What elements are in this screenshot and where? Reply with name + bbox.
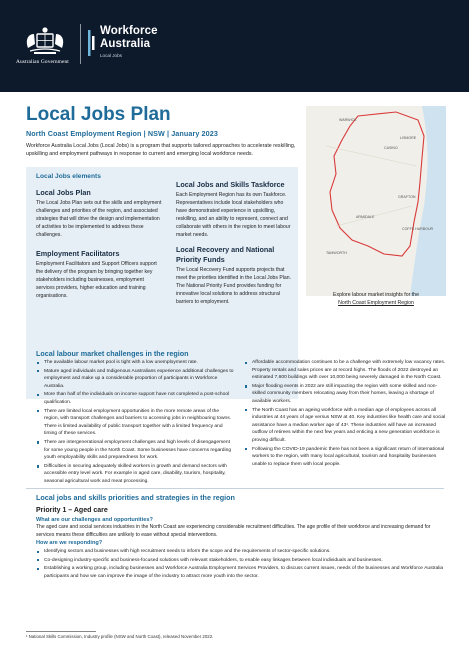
map-caption — [306, 292, 446, 307]
challenges-heading: Local labour market challenges in the region — [36, 349, 189, 358]
page-header — [0, 0, 469, 92]
recovery-title-line1: Local Recovery and National — [176, 245, 275, 254]
map-label-coffs-harbour: COFFS HARBOUR — [402, 227, 434, 231]
intro-paragraph: Workforce Australia Local Jobs (Local Jobs) is a program that supports tailored approaches to accelerate reskilling, upskilling and employment pathways in response to current and emerging local workforce needs. — [26, 143, 296, 158]
challenge-item: Affordable accommodation continues to be a challenge with extremely low vacancy rates. Property rentals and sales prices are at record highs. The floods of 2022 destroyed an estimated 7,600 buildings with over 10,000 being severely damaged in the North Coast. — [244, 359, 448, 382]
map-label-warwick: WARWICK — [339, 118, 357, 122]
response-item: Co-designing industry-specific and business-focused solutions with relevant stakeholders, to enable easy linkages between local individuals and businesses. — [36, 557, 448, 565]
challenge-item: Difficulties in securing adequately skilled workers in growth and demand sectors with accessible entry level work. For example in aged care, disability, tourism, hospitality, seasonal agricultural work and meat processing. — [36, 463, 234, 486]
challenge-item: More than half of the individuals on income support have not completed a post-school qualification. — [36, 391, 234, 406]
elements-heading: Local Jobs elements — [36, 173, 101, 180]
local-jobs-plan-title: Local Jobs Plan — [36, 188, 91, 197]
challenge-item: The available labour market pool is tight with a low unemployment rate. — [36, 359, 234, 367]
challenge-item: There are intergenerational employment challenges and high levels of disengagement for some young people in the North Coast. Some businesses have concerns regarding youth employability skills and preparedness for work. — [36, 439, 234, 462]
region-map — [306, 106, 446, 296]
page-subtitle: North Coast Employment Region | NSW | January 2023 — [26, 129, 218, 138]
map-label-casino: CASINO — [384, 146, 398, 150]
response-item: Establishing a working group, including businesses and Workforce Australia Employment Services Providers, to discuss current issues, needs of the businesses and Workforce Australia participants and how we can improve the image of the industry to attract more youth into the sector. — [36, 565, 448, 580]
challenges-list-left — [36, 359, 234, 487]
challenge-item: Mature aged individuals and Indigenous Australians experience additional challenges to employment and make up a considerable proportion of participants in Workforce Australia. — [36, 368, 234, 391]
brand-tagline: Local Jobs — [100, 53, 122, 58]
government-name: Australian Government — [16, 59, 69, 65]
challenge-item: There are limited local employment opportunities in the more remote areas of the region, with transport challenges and barriers to accessing jobs in neighbouring towns. There is limited availability of public transport together with a limited frequency and timing of these services. — [36, 408, 234, 438]
local-jobs-plan-text: The Local Jobs Plan sets out the skills and employment challenges and priorities of the region, and associated strategies that will drive the design and implementation of activities to be implemented to address these challenges. — [36, 200, 162, 238]
challenge-item: Major flooding events in 2022 are still impacting the region with some skilled and non-skilled community members relocating away from their homes, leaving a shortage of available workers. — [244, 383, 448, 406]
challenges-question: What are our challenges and opportunities? — [36, 517, 153, 523]
map-label-grafton: GRAFTON — [398, 195, 416, 199]
priorities-heading: Local jobs and skills priorities and strategies in the region — [36, 493, 235, 502]
map-label-lismore: LISMORE — [400, 136, 417, 140]
section-divider — [26, 488, 444, 489]
priority-title: Priority 1 – Aged care — [36, 507, 108, 514]
challenges-answer: The aged care and social services industries in the North Coast are experiencing considerable recruitment difficulties. The age profile of their workforce and increasing demand for services means these difficulties are unlikely to ease without special interventions. — [36, 524, 431, 538]
facilitators-title: Employment Facilitators — [36, 249, 120, 258]
recovery-title-line2: Priority Funds — [176, 255, 225, 264]
challenges-list-right — [244, 359, 448, 469]
page-title: Local Jobs Plan — [26, 104, 171, 125]
footnote-rule — [26, 631, 96, 632]
workforce-australia-logo-icon — [88, 28, 96, 58]
challenge-item: Following the COVID-19 pandemic there has not been a significant return of international workers to the region, with many local agricultural, tourism and hospitality businesses unable to replace them with local people. — [244, 446, 448, 469]
taskforce-text: Each Employment Region has its own Taskforce. Representatives include local stakeholders who have demonstrated experience in upskilling, reskilling, and an ability to represent, connect and collaborate with others in the region to meet labour market needs. — [176, 192, 291, 238]
brand-name-line1: Workforce — [100, 25, 158, 37]
brand-name-line2: Australia — [100, 38, 151, 50]
response-question: How are we responding? — [36, 540, 103, 546]
taskforce-title: Local Jobs and Skills Taskforce — [176, 180, 285, 189]
challenge-item: The North Coast has an ageing workforce with a median age of employees across all industries at 44 years of age versus NSW at 40. Key industries like health care and social assistance have a median worker age of 43¹. These industries will have an increased outflow of retirees within the next few years and enticing a new generation workforce is proving difficult. — [244, 407, 448, 445]
footnote: ¹ National Skills Commission, Industry profile (NSW and North Coast), released November 2022. — [26, 634, 214, 639]
map-caption-text: Explore labour market insights for the — [333, 292, 419, 298]
map-label-tamworth: TAMWORTH — [326, 251, 347, 255]
region-insights-link[interactable]: North Coast Employment Region — [338, 299, 414, 306]
header-divider — [80, 24, 81, 64]
facilitators-text: Employment Facilitators and Support Officers support the delivery of the program by bringing together key stakeholders including businesses, employment services providers, higher education and training organisations. — [36, 261, 157, 299]
coat-of-arms-icon — [22, 26, 68, 56]
response-item: Identifying sectors and businesses with high recruitment needs to inform the scope and the requirements of sector-specific solutions. — [36, 548, 448, 556]
response-list — [36, 548, 448, 581]
region-map-graphic — [306, 106, 446, 296]
recovery-text: The Local Recovery Fund supports projects that meet the priorities identified in the Local Jobs Plan. The National Priority Fund provides funding for innovative local solutions to address structural barriers to employment. — [176, 267, 291, 305]
map-label-armidale: ARMIDALE — [356, 215, 375, 219]
